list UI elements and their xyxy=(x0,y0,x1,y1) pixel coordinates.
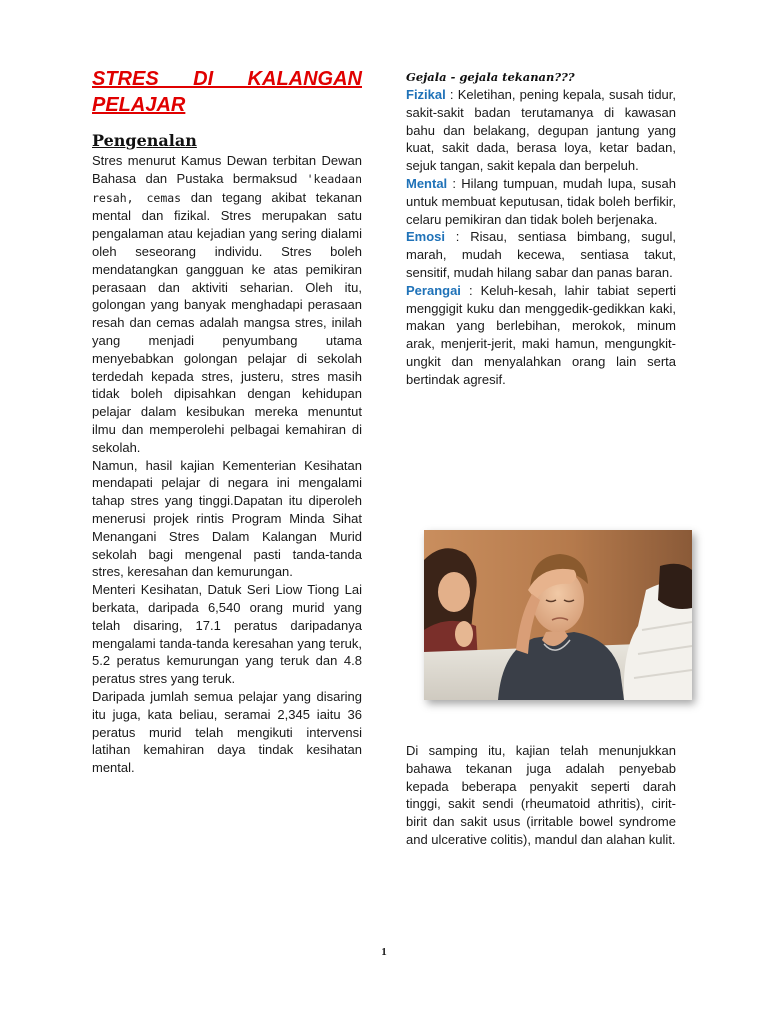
intro-text-part2: dan tegang akibat tekanan mental dan fizikal. Stres merupakan satu pengalaman atau kejadian yang sering dialami oleh seseorang individu. Stres boleh mendatangkan gangguan ke atas pemikiran perasaan dan aktiviti seharian. Oleh itu, golongan yang banyak menghadapi perasaan resah dan cemas adalah mangsa stres, inilah yang menjadi penyumbang utama menyebabkan golongan pelajar di sekolah terdedah kepada stres, justeru, stres masih tidak boleh dipisahkan dengan kehidupan pelajar dalam kesibukan mereka menuntut ilmu dan memperolehi pelbagai kemahiran di sekolah. xyxy=(92,189,362,455)
page-number: 1 xyxy=(381,946,387,958)
symptom-term: Mental xyxy=(406,175,448,191)
symptom-term: Emosi xyxy=(406,229,446,245)
symptom-physical xyxy=(406,86,676,175)
symptom-text: : Risau, sentiasa bimbang, sugul, marah, mudah kecewa, sentiasa takut, sensitif, mudah hilang sabar dan panas baran. xyxy=(406,229,676,280)
intro-quote-mono: 'keadaan resah, cemas xyxy=(92,171,362,205)
symptom-behaviour xyxy=(406,282,676,389)
document-title xyxy=(92,66,362,118)
study-paragraph: Namun, hasil kajian Kementerian Kesihatan mendapati pelajar di negara ini mengalami tahap stres yang tinggi.Dapatan itu diperoleh menerusi projek rintis Program Minda Sihat Menangani Stres Dalam Kalangan Murid sekolah bagi mengenal pasti tanda-tanda stres, keresahan dan kemurungan. xyxy=(92,457,362,580)
symptom-term: Perangai xyxy=(406,282,461,298)
stressed-student-photo xyxy=(424,530,692,700)
symptoms-heading: Gejala - gejala tekanan??? xyxy=(406,70,575,84)
intro-paragraph xyxy=(92,152,362,457)
symptom-term: Fizikal xyxy=(406,87,446,102)
symptom-emotion xyxy=(406,228,676,281)
intro-text-part1: Stres menurut Kamus Dewan terbitan Dewan Bahasa dan Pustaka bermaksud xyxy=(92,153,362,186)
left-column xyxy=(92,66,362,777)
symptom-text: : Keluh-kesah, lahir tabiat seperti menggigit kuku dan menggedik-gedikkan kaki, makan yang berlebihan, merokok, minum arak, menjerit-jerit, maki hamun, mengungkit-ungkit dan menyalahkan orang lain serta bertindak agresif. xyxy=(406,282,676,387)
intervention-paragraph: Daripada jumlah semua pelajar yang disaring itu juga, kata beliau, seramai 2,345 iaitu 36 peratus murid telah mengikuti intervensi latihan kemahiran daya tindak kesihatan mental. xyxy=(92,688,362,776)
disease-paragraph: Di samping itu, kajian telah menunjukkan bahawa tekanan juga adalah penyebab kepada beberapa penyakit seperti darah tinggi, sakit sendi (rheumatoid athritis), cirit-birit dan sakit usus (irritable bowel syndrome and ulcerative colitis), mandul dan alahan kulit. xyxy=(406,743,676,847)
title-line-1: STRES DI KALANGAN xyxy=(92,68,362,90)
right-column xyxy=(406,66,676,389)
title-line-2: PELAJAR xyxy=(92,94,186,116)
right-bottom-column xyxy=(406,742,676,849)
symptom-text: : Keletihan, pening kepala, susah tidur, sakit-sakit badan terutamanya di kawasan bahu dan belakang, degupan jantung yang kuat, sakit dada, berasa loya, ketar badan, sejuk tangan, sakit kepala dan berpeluh. xyxy=(406,87,676,174)
symptom-mental xyxy=(406,175,676,228)
minister-paragraph: Menteri Kesihatan, Datuk Seri Liow Tiong Lai berkata, daripada 6,540 orang murid yang telah disaring, 17.1 peratus daripadanya mengalami tanda-tanda keresahan yang teruk, 5.2 peratus kemurungan yang teruk dan 4.8 peratus stres yang teruk. xyxy=(92,582,362,687)
section-heading: Pengenalan xyxy=(92,131,197,150)
symptom-text: : Hilang tumpuan, mudah lupa, susah untuk membuat keputusan, tidak boleh berfikir, celaru pemikiran dan tidak boleh berjenaka. xyxy=(406,175,676,227)
